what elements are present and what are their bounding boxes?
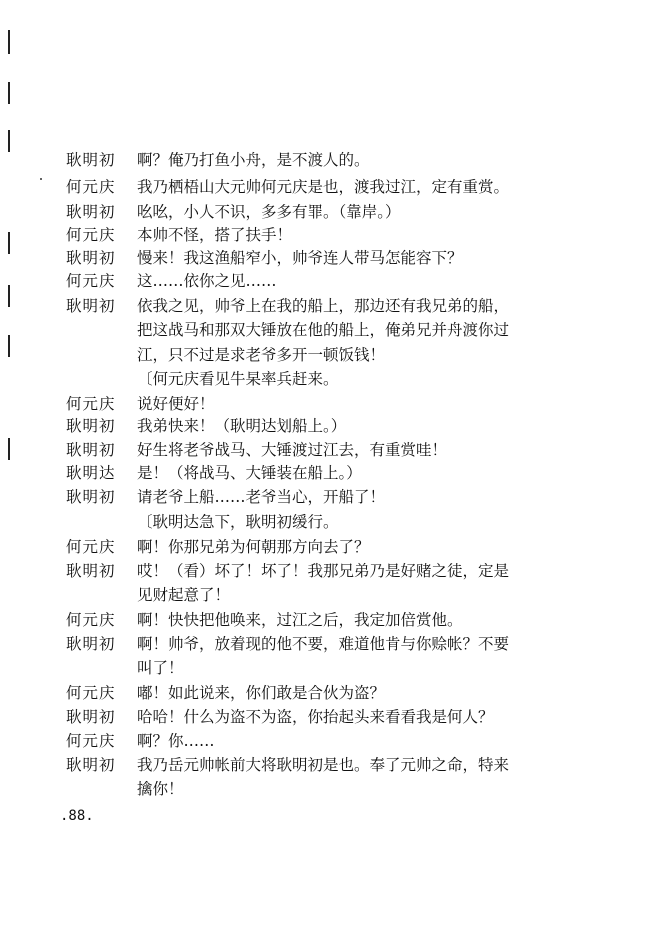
dialogue-line: 依我之见，帅爷上在我的船上，那边还有我兄弟的船， [137,297,510,315]
page-number: .88. [60,808,94,824]
dialogue-line: 慢来！我这渔船窄小，帅爷连人带马怎能容下？ [137,249,463,267]
scan-edge-mark [8,82,10,104]
speaker-name: 耿明初 [66,756,116,774]
stage-direction: 〔耿明达急下，耿明初缓行。 [137,513,339,531]
dialogue-line: 啊？你…… [137,732,215,750]
dialogue-line: 吆吆，小人不识，多多有罪。（靠岸。） [137,203,401,221]
dialogue-line: 啊！快快把他唤来，过江之后，我定加倍赏他。 [137,611,463,629]
speaker-name: 何元庆 [66,395,116,413]
dialogue-line: 这……依你之见…… [137,272,277,290]
dialogue-line: 啊！你那兄弟为何朝那方向去了？ [137,538,370,556]
dialogue-line: 本帅不怪，搭了扶手！ [137,226,293,244]
scan-edge-mark [8,30,10,54]
speaker-name: 耿明初 [66,562,116,580]
speaker-name: 耿明初 [66,635,116,653]
dialogue-line: 叫了！ [137,659,184,677]
speaker-name: 何元庆 [66,684,116,702]
dialogue-line: 见财起意了！ [137,586,231,604]
speaker-name: 耿明达 [66,464,116,482]
scan-edge-mark [8,232,10,254]
dialogue-line: 把这战马和那双大锤放在他的船上，俺弟兄并舟渡你过 [137,321,510,339]
speaker-name: 耿明初 [66,488,116,506]
speaker-name: 耿明初 [66,417,116,435]
speaker-name: 何元庆 [66,226,116,244]
speaker-name: 耿明初 [66,249,116,267]
scan-edge-mark [8,335,10,357]
scan-edge-mark [8,438,10,460]
dialogue-line: 啊！帅爷，放着现的他不要，难道他肯与你赊帐？不要 [137,635,510,653]
dialogue-line: 啊？俺乃打鱼小舟，是不渡人的。 [137,151,370,169]
dialogue-line: 说好便好！ [137,395,215,413]
dialogue-line: 嘟！如此说来，你们敢是合伙为盗？ [137,684,386,702]
speaker-name: 耿明初 [66,151,116,169]
dialogue-line: 擒你！ [137,780,184,798]
dialogue-line: 哈哈！什么为盗不为盗，你抬起头来看看我是何人？ [137,708,494,726]
speaker-name: 何元庆 [66,272,116,290]
dialogue-line: 哎！（看）坏了！坏了！我那兄弟乃是好赌之徒，定是 [137,562,510,580]
scan-speck [40,178,42,180]
speaker-name: 何元庆 [66,538,116,556]
dialogue-line: 请老爷上船……老爷当心，开船了！ [137,488,386,506]
speaker-name: 耿明初 [66,708,116,726]
dialogue-line: 江，只不过是求老爷多开一顿饭钱！ [137,346,386,364]
dialogue-line: 我乃栖梧山大元帅何元庆是也，渡我过江，定有重赏。 [137,178,510,196]
dialogue-line: 我弟快来！（耿明达划船上。） [137,417,347,435]
dialogue-line: 是！（将战马、大锤装在船上。） [137,464,362,482]
speaker-name: 耿明初 [66,441,116,459]
speaker-name: 耿明初 [66,297,116,315]
dialogue-line: 我乃岳元帅帐前大将耿明初是也。奉了元帅之命，特来 [137,756,510,774]
scan-edge-mark [8,285,10,307]
speaker-name: 何元庆 [66,732,116,750]
speaker-name: 耿明初 [66,203,116,221]
speaker-name: 何元庆 [66,178,116,196]
scan-edge-mark [8,130,10,152]
stage-direction: 〔何元庆看见牛杲率兵赶来。 [137,370,339,388]
speaker-name: 何元庆 [66,611,116,629]
dialogue-line: 好生将老爷战马、大锤渡过江去，有重赏哇！ [137,441,448,459]
